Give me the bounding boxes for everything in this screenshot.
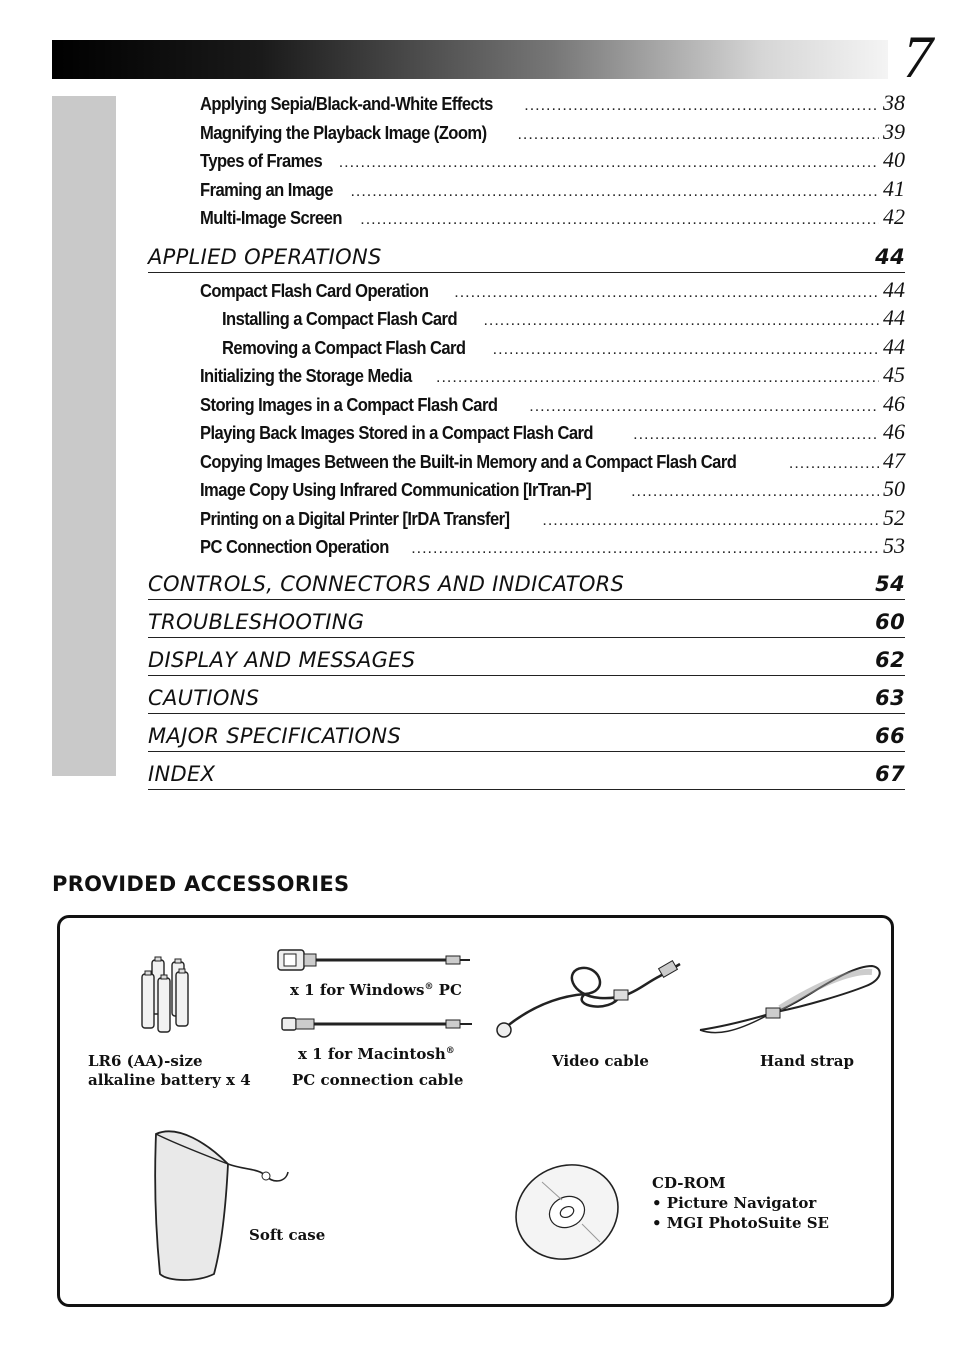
toc-entry-page: 40 — [883, 147, 905, 172]
toc-entry-page: 39 — [883, 118, 905, 144]
toc-section-controls[interactable] — [148, 562, 905, 600]
battery-caption-line2: alkaline battery x 4 — [88, 1071, 251, 1089]
cdrom-caption-item2: • MGI PhotoSuite SE — [652, 1214, 829, 1232]
toc-section-page: 62 — [875, 647, 905, 672]
toc-entry-title: Storing Images in a Compact Flash Card — [200, 394, 498, 415]
battery-caption-line1: LR6 (AA)-size — [88, 1052, 203, 1070]
toc-entry-page: 41 — [883, 175, 905, 201]
toc-entry-title: Playing Back Images Stored in a Compact Flash Card — [200, 423, 593, 443]
toc-entry[interactable] — [200, 362, 905, 391]
toc-section-specifications[interactable] — [148, 714, 905, 752]
toc-section-title: MAJOR SPECIFICATIONS — [148, 723, 401, 748]
toc-entry-page: 44 — [883, 305, 905, 330]
windows-label: x 1 for Windows — [290, 981, 425, 999]
toc-section-page: 60 — [875, 609, 905, 634]
toc-section-title: APPLIED OPERATIONS — [148, 244, 382, 269]
toc-entry-title: Initializing the Storage Media — [200, 366, 412, 386]
pc-cable-caption: PC connection cable — [292, 1071, 464, 1089]
battery-illustration — [136, 956, 196, 1036]
toc-entry-title: Applying Sepia/Black-and-White Effects — [200, 94, 493, 114]
accessories-box — [57, 915, 894, 1307]
toc-leader-dots — [411, 540, 879, 558]
toc-entry-page: 44 — [883, 333, 905, 359]
mac-cable-caption — [298, 1042, 455, 1064]
accessories-heading: PROVIDED ACCESSORIES — [52, 872, 350, 896]
toc-entry[interactable] — [200, 119, 905, 148]
toc-entry[interactable] — [200, 419, 905, 448]
toc-entry[interactable] — [222, 305, 905, 334]
toc-entry-page: 50 — [883, 476, 905, 501]
toc-entry-title: Compact Flash Card Operation — [200, 280, 429, 301]
toc-entry-title: Image Copy Using Infrared Communication [IrTran-P] — [200, 480, 592, 500]
toc-leader-dots — [542, 512, 879, 530]
toc-entry-page: 53 — [883, 533, 905, 558]
toc-entry-title: Multi-Image Screen — [200, 208, 342, 228]
toc-entry[interactable] — [200, 476, 905, 505]
toc-leader-dots — [350, 183, 879, 201]
windows-suffix: PC — [433, 981, 462, 999]
toc-leader-dots — [493, 341, 879, 359]
toc-leader-dots — [454, 284, 879, 302]
toc-leader-dots — [789, 455, 879, 473]
toc-section-applied-operations[interactable] — [148, 235, 905, 273]
toc-entry[interactable] — [200, 277, 905, 306]
toc-section-page: 67 — [875, 761, 905, 786]
toc-entry[interactable] — [200, 176, 905, 205]
side-tab — [52, 96, 116, 776]
hand-strap-caption: Hand strap — [760, 1052, 854, 1070]
toc-entry[interactable] — [200, 448, 905, 477]
toc-entry-title: Framing an Image — [200, 179, 333, 200]
toc-leader-dots — [517, 126, 879, 144]
toc-section-page: 63 — [875, 685, 905, 710]
toc-leader-dots — [339, 154, 879, 172]
soft-case-caption: Soft case — [249, 1226, 326, 1244]
hand-strap-illustration — [696, 956, 886, 1040]
windows-registered-mark: ® — [424, 982, 434, 992]
windows-cable-caption — [290, 978, 462, 1000]
toc-section-title: INDEX — [148, 761, 216, 786]
toc-entry-title: Magnifying the Playback Image (Zoom) — [200, 122, 487, 143]
toc-entry-title: Installing a Compact Flash Card — [222, 309, 458, 329]
toc-entry-page: 46 — [883, 419, 905, 444]
toc-entry[interactable] — [222, 334, 905, 363]
toc-entry[interactable] — [200, 533, 905, 562]
mac-label: x 1 for Macintosh — [298, 1045, 446, 1063]
page-number: 7 — [903, 24, 933, 90]
toc-section-title: CAUTIONS — [148, 685, 260, 710]
toc-leader-dots — [633, 426, 879, 444]
toc-entry-page: 47 — [883, 447, 905, 473]
toc-section-title: DISPLAY AND MESSAGES — [148, 647, 416, 672]
header-gradient-bar — [52, 40, 888, 79]
toc-entry-title: Printing on a Digital Printer [IrDA Transfer] — [200, 508, 510, 529]
toc-entry[interactable] — [200, 505, 905, 534]
toc-leader-dots — [436, 369, 879, 387]
toc-leader-dots — [529, 398, 879, 416]
cdrom-illustration — [512, 1162, 622, 1262]
video-cable-caption: Video cable — [552, 1052, 649, 1070]
toc-entry-page: 45 — [883, 362, 905, 387]
cdrom-caption-item1: • Picture Navigator — [652, 1194, 817, 1212]
toc-leader-dots — [631, 483, 879, 501]
toc-entry[interactable] — [200, 204, 905, 233]
toc-leader-dots — [483, 312, 879, 330]
cdrom-caption-title: CD-ROM — [652, 1174, 726, 1192]
toc-entry-title: PC Connection Operation — [200, 537, 389, 557]
toc-entry[interactable] — [200, 147, 905, 176]
toc-section-title: TROUBLESHOOTING — [148, 609, 365, 634]
toc-section-page: 44 — [875, 244, 905, 269]
toc-leader-dots — [360, 211, 879, 229]
toc-section-page: 66 — [875, 723, 905, 748]
windows-cable-illustration — [274, 944, 474, 976]
toc-entry-title: Types of Frames — [200, 151, 323, 171]
toc-entry-title: Removing a Compact Flash Card — [222, 337, 466, 358]
toc-section-title: CONTROLS, CONNECTORS AND INDICATORS — [148, 571, 625, 596]
toc-entry[interactable] — [200, 391, 905, 420]
toc-entry-page: 38 — [883, 90, 905, 115]
toc-leader-dots — [524, 97, 879, 115]
toc-entry-page: 46 — [883, 390, 905, 416]
toc-section-page: 54 — [875, 571, 905, 596]
table-of-contents — [148, 90, 905, 790]
toc-entry-title: Copying Images Between the Built-in Memory and a Compact Flash Card — [200, 451, 737, 472]
toc-entry-page: 42 — [883, 204, 905, 229]
toc-entry-page: 52 — [883, 504, 905, 530]
toc-entry-page: 44 — [883, 276, 905, 302]
mac-registered-mark: ® — [445, 1046, 455, 1056]
soft-case-illustration — [148, 1124, 298, 1284]
toc-entry[interactable] — [200, 90, 905, 119]
video-cable-illustration — [490, 946, 690, 1042]
mac-cable-illustration — [278, 1014, 474, 1034]
toc-section-display-messages[interactable] — [148, 638, 905, 676]
